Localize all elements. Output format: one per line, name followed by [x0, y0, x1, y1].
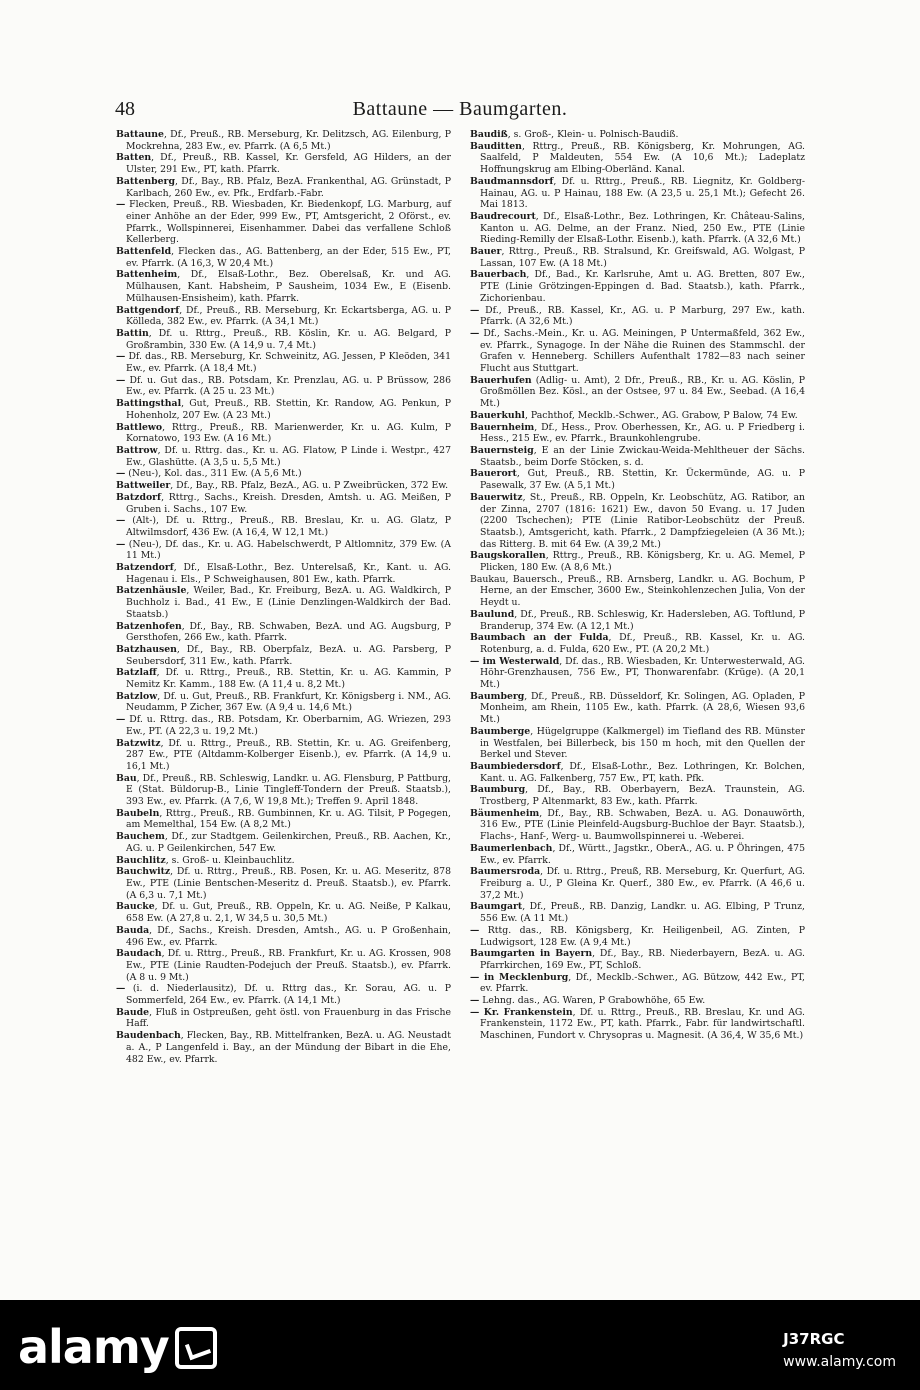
- entry-text: , Df., Bay., RB. Schwaben, BezA. u. AG. Donauwörth, 316 Ew., PTE (Linie Pleinfeld-Augsburg-Buchloe der Bayr. Staatsb.), Flachs-, Hanf-, Werg- u. Baumwollspinnerei u. -Weberei.: [480, 807, 805, 843]
- entry-text: (Adlig- u. Amt), 2 Dfr., Preuß., RB., Kr. u. AG. Köslin, P Großmöllen Bez. Kösl., an der Ostsee, 97 u. 84 Ew., Seebad. (A 16,4 Mt.): [480, 374, 805, 410]
- entry-text: Df., Sachs.-Mein., Kr. u. AG. Meiningen, P Untermaßfeld, 362 Ew., ev. Pfarrk., Synagoge. In der Nähe die Ruinen des Stammschl. der Grafen v. Henneberg. Schillers Aufenthalt 1782—83 nach seiner Flucht aus Stuttgart.: [479, 327, 805, 375]
- entry-text: , Rttrg., Preuß., RB. Stralsund, Kr. Greifswald, AG. Wolgast, P Lassan, 107 Ew. (A 18 Mt.): [480, 246, 805, 269]
- entry-headword: — Kr. Frankenstein: [470, 1006, 573, 1018]
- entry-headword: —: [116, 515, 126, 527]
- entry-text: , s. Groß- u. Kleinbauchlitz.: [165, 854, 295, 866]
- entry-text: Df., Preuß., RB. Kassel, Kr., AG. u. P Marburg, 297 Ew., kath. Pfarrk. (A 32,6 Mt.): [479, 304, 805, 328]
- entry-text: Df. u. Rttrg. das., RB. Potsdam, Kr. Oberbarnim, AG. Wriezen, 293 Ew., PT. (A 22,3 u. 19,2 Mt.): [125, 714, 451, 737]
- dictionary-entry: [116, 562, 451, 585]
- entry-text: , Df., Elsaß-Lothr., Bez. Oberelsaß, Kr. und AG. Mülhausen, Kant. Habsheim, P Sausheim, 1034 Ew., E (Eisenb. Mülhausen-Ensisheim), kath. Pfarrk.: [126, 269, 451, 304]
- entry-headword: Bäumenheim: [470, 807, 540, 819]
- entry-headword: Bauer: [470, 246, 502, 258]
- entry-text: , Weiler, Bad., Kr. Freiburg, BezA. u. AG. Waldkirch, P Buchholz i. Bad., 41 Ew., E (Linie Denzlingen-Waldkirch der Bad. Staatsb.): [126, 585, 451, 620]
- dictionary-entry: [116, 925, 451, 948]
- entry-headword: Bauchwitz: [116, 866, 171, 878]
- entry-headword: Baudenbach: [116, 1030, 181, 1042]
- dictionary-entry: [116, 1030, 451, 1065]
- entry-headword: Baumberge: [470, 725, 531, 737]
- entry-text: (Neu-), Df. das., Kr. u. AG. Habelschwerdt, P Altlomnitz, 379 Ew. (A 11 Mt.): [125, 538, 451, 562]
- dictionary-entry: [470, 691, 805, 726]
- dictionary-entry: [116, 644, 451, 667]
- entry-headword: —: [116, 538, 126, 550]
- dictionary-entry: [116, 667, 451, 690]
- dictionary-entry: [470, 211, 805, 246]
- entry-text: , Df., zur Stadtgem. Geilenkirchen, Preuß., RB. Aachen, Kr., AG. u. P Geilenkirchen, 547 Ew.: [126, 831, 451, 854]
- entry-headword: Battenheim: [116, 269, 178, 281]
- dictionary-entry: [470, 410, 805, 422]
- dictionary-entry: [116, 422, 451, 445]
- watermark-banner: [0, 1300, 920, 1390]
- entry-text: , Rttrg., Preuß., RB. Königsberg, Kr. u. AG. Memel, P Plicken, 180 Ew. (A 8,6 Mt.): [480, 550, 805, 574]
- entry-headword: Baumersroda: [470, 866, 541, 878]
- dictionary-entry: [116, 983, 451, 1006]
- entry-text: , Df. u. Rttrg., Preuß., RB. Posen, Kr. u. AG. Meseritz, 878 Ew., PTE (Linie Bentschen-Meseritz d. Preuß. Staatsb.), ev. Pfarrk. (A 6,3 u. 7,1 Mt.): [126, 866, 451, 901]
- dictionary-entry: [116, 129, 451, 152]
- entry-text: Df. u. Gut das., RB. Potsdam, Kr. Prenzlau, AG. u. P Brüssow, 286 Ew., ev. Pfarrk. (A 25 u. 23 Mt.): [125, 374, 451, 398]
- entry-headword: Batzenhäusle: [116, 585, 187, 597]
- entry-text: , Df. u. Gut, Preuß., RB. Frankfurt, Kr. Königsberg i. NM., AG. Neudamm, P Zicher, 367 Ew. (A 9,4 u. 14,6 Mt.): [126, 690, 451, 714]
- dictionary-entry: [470, 948, 805, 971]
- dictionary-entry: [470, 445, 805, 468]
- entry-headword: —: [470, 327, 480, 339]
- dictionary-entry: [116, 539, 451, 562]
- dictionary-entry: [470, 901, 805, 924]
- entry-text: , Df., Bay., RB. Niederbayern, BezA. u. AG. Pfarrkirchen, 169 Ew., PT, Schloß.: [480, 948, 805, 971]
- entry-headword: Baumgart: [470, 901, 523, 913]
- entry-headword: Baumberg: [470, 690, 525, 702]
- entry-headword: Bauda: [116, 924, 150, 936]
- entry-headword: —: [116, 199, 126, 211]
- entry-text: Lehng. das., AG. Waren, P Grabowhöhe, 65 Ew.: [479, 995, 706, 1007]
- entry-headword: Bauerwitz: [470, 491, 523, 503]
- entry-text: , Hügelgruppe (Kalkmergel) im Tiefland des RB. Münster in Westfalen, bei Billerbeck, bis 150 m hoch, mit den Quellen der Berkel und Stever.: [480, 725, 805, 761]
- dictionary-entry: [116, 948, 451, 983]
- entry-headword: Bauerhufen: [470, 374, 532, 386]
- dictionary-entry: [470, 492, 805, 551]
- entry-headword: — in Mecklenburg: [470, 971, 569, 983]
- entry-text: , Df. u. Rttrg., Preuß., RB. Stettin, Kr. u. AG. Kammin, P Nemitz Kr. Kamm., 188 Ew. (A 11,4 u. 8,2 Mt.): [126, 667, 451, 691]
- dictionary-entry: [116, 831, 451, 854]
- dictionary-entry: [470, 761, 805, 784]
- dictionary-entry: [470, 656, 805, 691]
- entry-headword: —: [116, 983, 126, 995]
- entry-headword: —: [116, 714, 126, 726]
- entry-text: , Df. u. Rttrg., Preuß., RB. Breslau, Kr. und AG. Frankenstein, 1172 Ew., PT, kath. Pfarrk., Fabr. für landwirtschaftl. Maschinen, Fundort v. Chrysopras u. Magnesit. (A 36,4, W 35,6 Mt.): [480, 1006, 805, 1042]
- entry-text: , Df., Elsaß-Lothr., Bez. Lothringen, Kr. Château-Salins, Kanton u. AG. Delme, an der Franz. Nied, 250 Ew., PTE (Linie Rieding-Remilly der Elsaß-Lothr. Eisenb.), kath. Pfarrk. (A 32,6 Mt.): [480, 210, 805, 246]
- entry-headword: Batzenhofen: [116, 620, 182, 632]
- entry-headword: Bauerbach: [470, 269, 527, 281]
- entry-text: , Df. u. Rttrg., Preuß., RB. Frankfurt, Kr. u. AG. Krossen, 908 Ew., PTE (Linie Raudten-Podejuch der Preuß. Staatsb.), ev. Pfarrk. (A 8 u. 9 Mt.): [126, 948, 451, 983]
- dictionary-entry: [470, 375, 805, 410]
- dictionary-entry: [470, 632, 805, 655]
- entry-headword: Battgendorf: [116, 304, 180, 316]
- entry-text: , Df., Preuß., RB. Düsseldorf, Kr. Solingen, AG. Opladen, P Monheim, am Rhein, 1105 Ew., kath. Pfarrk. (A 28,6, Wiesen 93,6 Mt.): [480, 690, 805, 726]
- entry-text: (Alt-), Df. u. Rttrg., Preuß., RB. Breslau, Kr. u. AG. Glatz, P Altwilmsdorf, 436 Ew. (A 16,4, W 12,1 Mt.): [125, 515, 451, 538]
- dictionary-entry: [116, 773, 451, 808]
- entry-headword: Battweiler: [116, 480, 171, 492]
- entry-headword: Battin: [116, 327, 149, 339]
- dictionary-entry: [116, 1007, 451, 1030]
- entry-headword: Bauditten: [470, 140, 522, 152]
- dictionary-entry: [116, 901, 451, 924]
- entry-text: , Df., Preuß., RB. Merseburg, Kr. Eckartsberga, AG. u. P Kölleda, 382 Ew., ev. Pfarrk. (A 34,1 Mt.): [126, 304, 451, 328]
- entry-text: (Neu-), Kol. das., 311 Ew. (A 5,6 Mt.): [125, 468, 302, 480]
- entry-headword: Baudiß: [470, 129, 508, 140]
- dictionary-entry: [470, 422, 805, 445]
- entry-text: , Df., Preuß., RB. Danzig, Landkr. u. AG. Elbing, P Trunz, 556 Ew. (A 11 Mt.): [480, 901, 805, 925]
- entry-headword: Bauernheim: [470, 421, 535, 433]
- entry-text: , Df., Württ., Jagstkr., OberA., AG. u. P Öhringen, 475 Ew., ev. Pfarrk.: [480, 842, 805, 866]
- entry-headword: Batten: [116, 152, 152, 164]
- entry-text: , s. Groß-, Klein- u. Polnisch-Baudiß.: [507, 129, 679, 140]
- entry-text: Df. das., RB. Merseburg, Kr. Schweinitz, AG. Jessen, P Kleöden, 341 Ew., ev. Pfarrk. (A 18,4 Mt.): [125, 351, 451, 375]
- dictionary-entry: [116, 855, 451, 867]
- logo-text: alamy: [18, 1320, 169, 1374]
- dictionary-entry: [470, 468, 805, 491]
- entry-text: Rttg. das., RB. Königsberg, Kr. Heiligenbeil, AG. Zinten, P Ludwigsort, 128 Ew. (A 9,4 Mt.): [479, 924, 805, 948]
- dictionary-entry: [116, 621, 451, 644]
- image-id: J37RGC: [783, 1330, 845, 1348]
- entry-text: , Rttrg., Sachs., Kreish. Dresden, Amtsh. u. AG. Meißen, P Gruben i. Sachs., 107 Ew.: [126, 491, 451, 515]
- entry-headword: Baulund: [470, 608, 515, 620]
- entry-headword: Batzendorf: [116, 562, 174, 574]
- dictionary-entry: [116, 328, 451, 351]
- entry-text: (i. d. Niederlausitz), Df. u. Rttrg das., Kr. Sorau, AG. u. P Sommerfeld, 264 Ew., ev. Pfarrk. (A 14,1 Mt.): [125, 983, 451, 1007]
- dictionary-entry: [470, 784, 805, 807]
- entry-headword: Battaune: [116, 129, 164, 140]
- entry-headword: Batzwitz: [116, 737, 161, 749]
- entry-text: , Df. u. Rttrg. das., Kr. u. AG. Flatow, P Linde i. Westpr., 427 Ew., Glashütte. (A 3,5 u. 5,5 Mt.): [126, 444, 451, 468]
- dictionary-entry: [470, 843, 805, 866]
- entry-text: , Rttrg., Preuß., RB. Marienwerder, Kr. u. AG. Kulm, P Kornatowo, 193 Ew. (A 16 Mt.): [126, 421, 451, 445]
- dictionary-entry: [116, 808, 451, 831]
- entry-text: , Df., Elsaß-Lothr., Bez. Lothringen, Kr. Bolchen, Kant. u. AG. Falkenberg, 757 Ew., PT, kath. Pfk.: [480, 760, 805, 784]
- entry-text: , St., Preuß., RB. Oppeln, Kr. Leobschütz, AG. Ratibor, an der Zinna, 2707 (1816: 1621) Ew., davon 50 Evang. u. 17 Juden (2200 Tschechen); PTE (Linie Ratibor-Leobschütz der Preuß. Staatsb.), Amtsgericht, kath. Pfarrk., 2 Dampfziegeleien (A 36 Mt.); das Ritterg. B. mit 64 Ew. (A 39,2 Mt.): [480, 491, 805, 550]
- entry-text: Flecken, Preuß., RB. Wiesbaden, Kr. Biedenkopf, LG. Marburg, auf einer Anhöhe an der Eder, 999 Ew., PT, Amtsgericht, 2 Oförst., ev. Pfarrk., Wollspinnerei, Eisenhammer. Dabei das verfallene Schloß Kellerberg.: [125, 199, 451, 246]
- entry-text: , Df., Bay., RB. Pfalz, BezA., AG. u. P Zweibrücken, 372 Ew.: [170, 480, 449, 492]
- dictionary-entry: [470, 246, 805, 269]
- entry-text: , Df. u. Rttrg., Preuß., RB. Liegnitz, Kr. Goldberg-Hainau, AG. u. P Hainau, 188 Ew. (A 23,5 u. 25,1 Mt.); Gefecht 26. Mai 1813.: [480, 175, 805, 211]
- entry-headword: —: [470, 924, 480, 936]
- dictionary-entry: [470, 726, 805, 761]
- dictionary-entry: [470, 866, 805, 901]
- alamy-logo: [18, 1320, 217, 1374]
- entry-headword: —: [116, 468, 126, 480]
- entry-text: , Df., Elsaß-Lothr., Bez. Unterelsaß, Kr., Kant. u. AG. Hagenau i. Els., P Schweighausen, 801 Ew., kath. Pfarrk.: [126, 562, 451, 585]
- entry-text: , Df. u. Rttrg., Preuß., RB. Stettin, Kr. u. AG. Greifenberg, 287 Ew., PTE (Altdamm-Kolberger Eisenb.), ev. Pfarrk. (A 14,9 u. 16,1 Mt.): [126, 737, 451, 772]
- left-column: [116, 129, 451, 1065]
- dictionary-entry: [116, 305, 451, 328]
- dictionary-entry: [470, 995, 805, 1007]
- dictionary-entry: [116, 468, 451, 480]
- entry-headword: Baugskorallen: [470, 550, 546, 562]
- dictionary-entry: [470, 305, 805, 328]
- dictionary-entry: [116, 738, 451, 773]
- banner-info: [783, 1330, 896, 1370]
- dictionary-entry: [116, 351, 451, 374]
- entry-headword: Bauerort: [470, 468, 517, 480]
- entry-headword: Batzlow: [116, 690, 158, 702]
- dictionary-entry: [116, 714, 451, 737]
- entry-headword: Bauchlitz: [116, 854, 166, 866]
- entry-headword: —: [116, 374, 126, 386]
- entry-text: , Flecken, Bay., RB. Mittelfranken, BezA. u. AG. Neustadt a. A., P Langenfeld i. Bay., an der Mündung der Bibart in die Ehe, 482 Ew., ev. Pfarrk.: [126, 1030, 451, 1065]
- dictionary-entry: [116, 691, 451, 714]
- dictionary-entry: [116, 269, 451, 304]
- entry-headword: Baumburg: [470, 784, 526, 796]
- entry-text: , Df., Hess., Prov. Oberhessen, Kr., AG. u. P Friedberg i. Hess., 215 Ew., ev. Pfarrk., Braunkohlengrube.: [480, 421, 805, 445]
- entry-text: , Df., Preuß., RB. Merseburg, Kr. Delitzsch, AG. Eilenburg, P Mockrehna, 283 Ew., ev. Pfarrk. (A 6,5 Mt.): [126, 129, 451, 152]
- dictionary-entry: [116, 398, 451, 421]
- entry-headword: Baudmannsdorf: [470, 175, 554, 187]
- entry-headword: Baumgarten in Bayern: [470, 948, 593, 960]
- entry-headword: Baubeln: [116, 807, 160, 819]
- dictionary-entry: [470, 609, 805, 632]
- dictionary-entry: [470, 925, 805, 948]
- entry-text: , Rttrg., Preuß., RB. Königsberg, Kr. Mohrungen, AG. Saalfeld, P Maldeuten, 554 Ew. (A 10,6 Mt.); Ladeplatz Hoffnungskrug am Elbing-Oberländ. Kanal.: [480, 140, 805, 176]
- entry-headword: Bauerkuhl: [470, 409, 525, 421]
- dictionary-entry: [470, 269, 805, 304]
- dictionary-entry: [116, 152, 451, 175]
- entry-text: , Df., Bay., RB. Oberpfalz, BezA. u. AG. Parsberg, P Seubersdorf, 311 Ew., kath. Pfarrk.: [126, 643, 451, 667]
- entry-headword: Baudrecourt: [470, 210, 536, 222]
- entry-headword: Battlewo: [116, 421, 163, 433]
- entry-text: , Df., Mecklb.-Schwer., AG. Bützow, 442 Ew., PT, ev. Pfarrk.: [480, 971, 806, 995]
- dictionary-entry: [116, 866, 451, 901]
- entry-headword: Batzhausen: [116, 643, 177, 655]
- right-column: [470, 129, 805, 1042]
- entry-headword: Bau: [116, 772, 137, 784]
- dictionary-entry: [116, 515, 451, 538]
- entry-text: , Pachthof, Mecklb.-Schwer., AG. Grabow, P Balow, 74 Ew.: [524, 409, 798, 421]
- entry-headword: —: [470, 995, 480, 1007]
- entry-text: , Fluß in Ostpreußen, geht östl. von Frauenburg in das Frische Haff.: [126, 1006, 451, 1030]
- entry-headword: Baumerlenbach: [470, 842, 553, 854]
- entry-headword: —: [116, 351, 126, 363]
- entry-text: , Df. u. Rttrg., Preuß., RB. Köslin, Kr. u. AG. Belgard, P Großrambin, 330 Ew. (A 14,9 u. 7,4 Mt.): [126, 327, 451, 351]
- entry-headword: Batzdorf: [116, 491, 162, 503]
- entry-text: , Df., Bad., Kr. Karlsruhe, Amt u. AG. Bretten, 807 Ew., PTE (Linie Grötzingen-Eppingen d. Bad. Staatsb.), kath. Pfarrk., Zichorienbau.: [480, 269, 805, 304]
- dictionary-entry: [116, 585, 451, 620]
- entry-headword: Bauernsteig: [470, 444, 534, 456]
- dictionary-entry: [116, 480, 451, 492]
- entry-text: , Df., Preuß., RB. Schleswig, Kr. Hadersleben, AG. Toftlund, P Branderup, 374 Ew. (A 12,1 Mt.): [480, 608, 805, 632]
- entry-headword: — im Westerwald: [470, 655, 560, 667]
- entry-text: , Df., Bay., RB. Oberbayern, BezA. Traunstein, AG. Trostberg, P Altenmarkt, 83 Ew., kath. Pfarrk.: [480, 784, 805, 808]
- dictionary-entry: [470, 328, 805, 375]
- dictionary-entry: [470, 176, 805, 211]
- entry-text: , Rttrg., Preuß., RB. Gumbinnen, Kr. u. AG. Tilsit, P Pogegen, am Memelthal, 154 Ew. (A 8,2 Mt.): [126, 807, 451, 831]
- dictionary-entry: [116, 176, 451, 199]
- entry-text: , E an der Linie Zwickau-Weida-Mehltheuer der Sächs. Staatsb., beim Dorfe Stöcken, s. d.: [480, 444, 805, 468]
- dictionary-entry: [116, 199, 451, 246]
- dictionary-entry: [116, 375, 451, 398]
- entry-headword: Battingsthal: [116, 398, 182, 410]
- entry-text: , Df., Sachs., Kreish. Dresden, Amtsh., AG. u. P Großenhain, 496 Ew., ev. Pfarrk.: [126, 924, 451, 948]
- entry-headword: Battenberg: [116, 175, 175, 187]
- page-title: Battaune — Baumgarten.: [352, 98, 568, 120]
- dictionary-entry: [470, 972, 805, 995]
- entry-text: , Df. u. Gut, Preuß., RB. Oppeln, Kr. u. AG. Neiße, P Kalkau, 658 Ew. (A 27,8 u. 2,1, W 34,5 u. 30,5 Mt.): [126, 901, 451, 925]
- entry-headword: Baucke: [116, 901, 155, 913]
- entry-headword: Batzlaff: [116, 667, 157, 679]
- dictionary-entry: [470, 808, 805, 843]
- entry-headword: Baudach: [116, 948, 162, 960]
- entry-headword: Battrow: [116, 444, 158, 456]
- dictionary-entry: [470, 550, 805, 573]
- dictionary-entry: [470, 574, 805, 609]
- entry-headword: Baumbach an der Fulda: [470, 632, 609, 644]
- page-header: [115, 98, 805, 126]
- entry-text: , Flecken das., AG. Battenberg, an der Eder, 515 Ew., PT, ev. Pfarrk. (A 16,3, W 20,4 Mt.): [126, 246, 451, 269]
- dictionary-entry: [470, 141, 805, 176]
- entry-headword: Bauchem: [116, 831, 165, 843]
- dictionary-entry: [116, 246, 451, 269]
- page-number: 48: [115, 98, 135, 120]
- entry-text: Baukau, Bauersch., Preuß., RB. Arnsberg, Landkr. u. AG. Bochum, P Herne, an der Emscher, 3600 Ew., Steinkohlenzechen Julia, Von der Heydt u.: [470, 573, 805, 609]
- dictionary-entry: [116, 445, 451, 468]
- entry-text: , Df. u. Rttrg., Preuß, RB. Merseburg, Kr. Querfurt, AG. Freiburg a. U., P Gleina Kr. Querf., 380 Ew., ev. Pfarrk. (A 46,6 u. 37,2 Mt.): [480, 866, 805, 901]
- logo-mark-icon: [175, 1327, 217, 1369]
- dictionary-entry: [470, 129, 805, 141]
- entry-text: , Df., Preuß., RB. Schleswig, Landkr. u. AG. Flensburg, P Pattburg, E (Stat. Büldorup-B., Linie Tingleff-Tondern der Preuß. Staatsb.), 393 Ew., ev. Pfarrk. (A 7,6, W 19,8 Mt.); Treffen 9. April 1848.: [126, 772, 451, 808]
- entry-headword: Baumbiedersdorf: [470, 760, 561, 772]
- entry-text: , Df., Bay., RB. Schwaben, BezA. und AG. Augsburg, P Gersthofen, 266 Ew., kath. Pfarrk.: [126, 620, 451, 644]
- entry-text: , Gut, Preuß., RB. Stettin, Kr. Randow, AG. Penkun, P Hohenholz, 207 Ew. (A 23 Mt.): [126, 398, 451, 421]
- entry-headword: Baude: [116, 1006, 150, 1018]
- entry-text: , Df., Preuß., RB. Kassel, Kr. Gersfeld, AG Hilders, an der Ulster, 291 Ew., PT, kath. Pfarrk.: [126, 152, 451, 176]
- dictionary-entry: [470, 1007, 805, 1042]
- entry-text: , Df. das., RB. Wiesbaden, Kr. Unterwesterwald, AG. Höhr-Grenzhausen, 756 Ew., PT, Thonwarenfabr. (Krüge). (A 20,1 Mt.): [480, 655, 805, 691]
- entry-headword: Battenfeld: [116, 246, 172, 258]
- entry-headword: —: [470, 304, 480, 316]
- dictionary-entry: [116, 492, 451, 515]
- entry-text: , Df., Bay., RB. Pfalz, BezA. Frankenthal, AG. Grünstadt, P Karlbach, 260 Ew., ev. Pfk., Erdfarb.-Fabr.: [126, 175, 451, 199]
- entry-text: , Gut, Preuß., RB. Stettin, Kr. Ückermünde, AG. u. P Pasewalk, 37 Ew. (A 5,1 Mt.): [480, 468, 805, 492]
- entry-text: , Df., Preuß., RB. Kassel, Kr. u. AG. Rotenburg, a. d. Fulda, 620 Ew., PT. (A 20,2 Mt.): [480, 632, 806, 655]
- banner-url: www.alamy.com: [783, 1354, 896, 1370]
